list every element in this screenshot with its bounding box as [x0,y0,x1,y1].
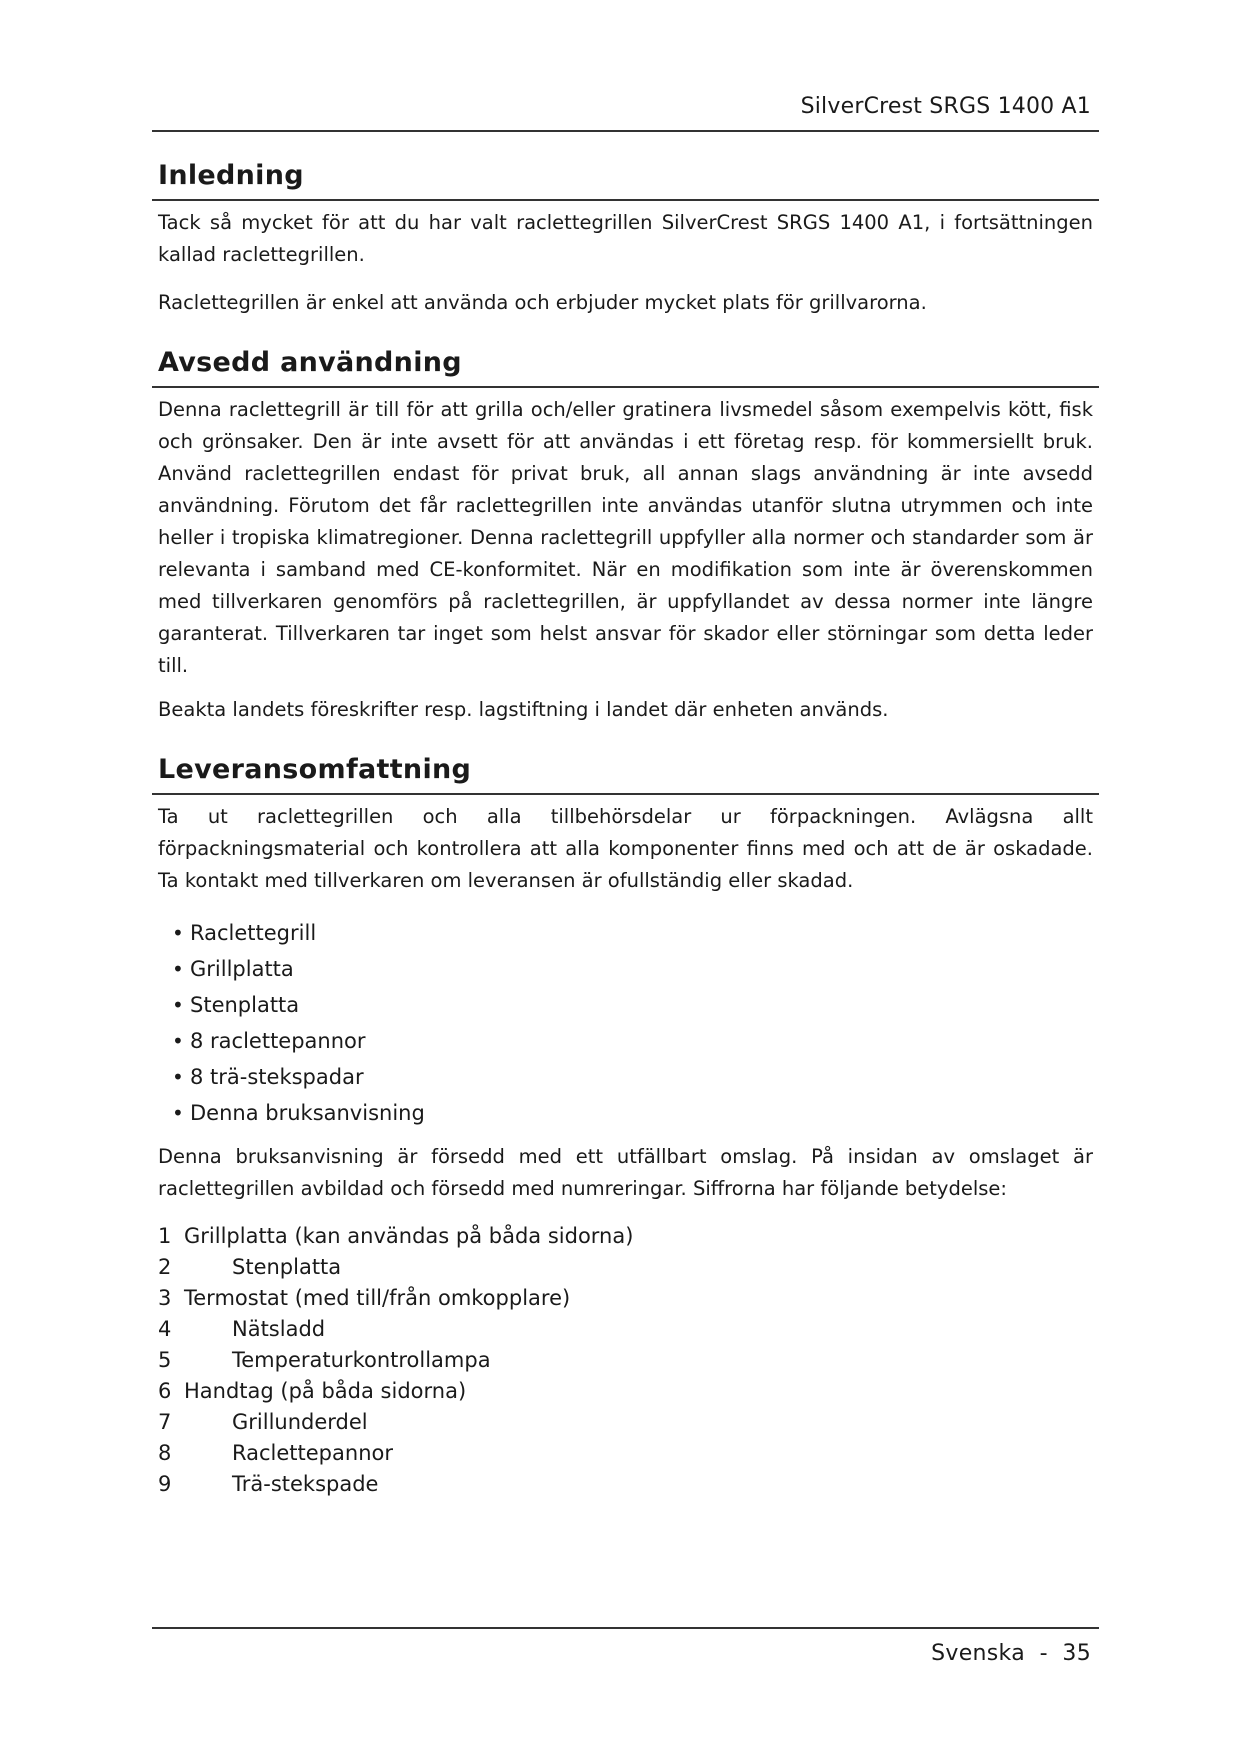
page-content [152,150,1099,1500]
paragraph: Beakta landets föreskrifter resp. lagstiftning i landet där enheten används. [158,698,889,721]
bullet-icon: • [172,993,184,1017]
numbered-item: 3 Termostat (med till/från omkopplare) [158,1286,571,1310]
paragraph: Ta ut raclettegrillen och alla tillbehörsdelar ur förpackningen. Avlägsna allt förpackningsmaterial och kontrollera att alla komponenter finns med och att de är oskadade. Ta kontakt med tillverkaren om leveransen är ofullständig eller skadad. [158,805,1093,892]
page-header [152,92,1099,132]
parts-numbered-list [152,1221,1099,1500]
numbered-item: 9 Trä-stekspade [158,1472,379,1496]
section-heading-leveransomfattning: Leveransomfattning [152,744,1099,795]
list-item: • 8 trä-stekspadar [172,1059,1099,1095]
section-heading-inledning: Inledning [152,150,1099,201]
numbered-item: 7 Grillunderdel [158,1410,368,1434]
list-item: • Denna bruksanvisning [172,1095,1099,1131]
bullet-icon: • [172,1029,184,1053]
bullet-icon: • [172,957,184,981]
numbered-item: 8 Raclettepannor [158,1441,393,1465]
numbered-item: 5 Temperaturkontrollampa [158,1348,491,1372]
numbered-item: 2 Stenplatta [158,1255,342,1279]
paragraph: Denna raclettegrill är till för att grilla och/eller gratinera livsmedel såsom exempelvis kött, fisk och grönsaker. Den är inte avsett för att användas i ett företag resp. för kommersiellt bruk. Använd raclettegrillen endast för privat bruk, all annan slags användning är inte avsedd användning. Förutom det får raclettegrillen inte användas utanför slutna utrymmen och inte heller i tropiska klimatregioner. Denna raclettegrill uppfyller alla normer och standarder som är relevanta i samband med CE-konformitet. När en modifikation som inte är överenskommen med tillverkaren genomförs på raclettegrillen, är uppfyllandet av dessa normer inte längre garanterat. Tillverkaren tar inget som helst ansvar för skador eller störningar som detta leder till. [158,398,1093,677]
numbered-item: 1 Grillplatta (kan användas på båda sidorna) [158,1224,634,1248]
header-title: SilverCrest SRGS 1400 A1 [800,94,1091,119]
list-item: • Raclettegrill [172,915,1099,951]
paragraph: Raclettegrillen är enkel att använda och erbjuder mycket plats för grillvarorna. [158,291,927,314]
bullet-icon: • [172,1065,184,1089]
paragraph: Denna bruksanvisning är försedd med ett utfällbart omslag. På insidan av omslaget är raclettegrillen avbildad och försedd med numreringar. Siffrorna har följande betydelse: [158,1145,1093,1200]
bullet-icon: • [172,921,184,945]
list-item: • Grillplatta [172,951,1099,987]
numbered-item: 4 Nätsladd [158,1317,326,1341]
document-page [152,0,1099,1754]
page-footer [152,1627,1099,1666]
bullet-icon: • [172,1101,184,1125]
contents-bullet-list [152,915,1099,1131]
page-number: Svenska - 35 [931,1641,1091,1666]
paragraph: Tack så mycket för att du har valt raclettegrillen SilverCrest SRGS 1400 A1, i fortsättningen kallad raclettegrillen. [158,211,1093,266]
list-item: • 8 raclettepannor [172,1023,1099,1059]
list-item: • Stenplatta [172,987,1099,1023]
section-heading-avsedd-anvandning: Avsedd användning [152,337,1099,388]
numbered-item: 6 Handtag (på båda sidorna) [158,1379,467,1403]
